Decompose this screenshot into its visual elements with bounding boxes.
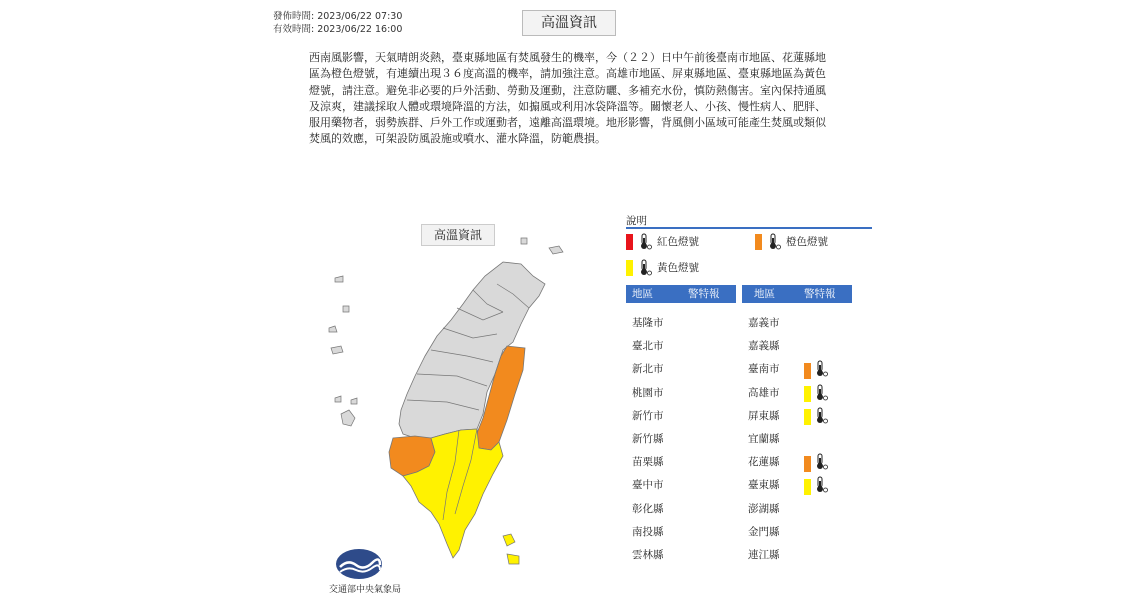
orange-swatch <box>804 456 811 472</box>
thermometer-icon <box>767 233 781 250</box>
warning-indicator <box>804 384 828 405</box>
thermometer-icon <box>814 384 828 405</box>
map-island-penghu <box>341 410 355 426</box>
region-name: 嘉義市 <box>748 317 780 329</box>
yellow-swatch <box>804 409 811 425</box>
orange-swatch <box>755 234 762 250</box>
yellow-swatch <box>804 479 811 495</box>
taiwan-map <box>307 224 572 596</box>
table-header-right <box>742 285 852 303</box>
region-name: 花蓮縣 <box>748 456 780 469</box>
legend-yellow <box>626 259 699 276</box>
legend-divider <box>626 227 872 229</box>
valid-time: 有效時間: 2023/06/22 16:00 <box>273 24 403 35</box>
map-island-green <box>503 534 515 546</box>
warning-indicator <box>804 407 828 428</box>
thermometer-icon <box>638 259 652 276</box>
page-title: 高溫資訊 <box>522 10 616 36</box>
map-title: 高溫資訊 <box>421 224 495 246</box>
region-name: 屏東縣 <box>748 409 780 422</box>
agency-logo-icon <box>336 549 382 579</box>
thermometer-icon <box>814 360 828 381</box>
region-name: 新竹市 <box>632 409 664 422</box>
table-header-left <box>626 285 736 303</box>
map-card <box>307 224 572 596</box>
region-name: 連江縣 <box>748 549 780 561</box>
issue-info <box>273 10 402 36</box>
agency-name: 交通部中央氣象局 <box>329 585 402 595</box>
orange-swatch <box>804 363 811 379</box>
thermometer-icon <box>814 407 828 428</box>
region-name: 臺中市 <box>632 479 664 492</box>
legend-heading: 說明 <box>626 215 647 227</box>
region-name: 新竹縣 <box>632 433 664 445</box>
thermometer-icon <box>814 476 828 497</box>
col-region: 地區 <box>632 288 653 300</box>
thermometer-icon <box>638 233 652 250</box>
legend-yellow-label: 黃色燈號 <box>657 262 699 274</box>
warning-description: 西南風影響，天氣晴朗炎熱，臺東縣地區有焚風發生的機率，今（２２）日中午前後臺南市地區、花蓮縣地區為橙色燈號，有連續出現３６度高溫的機率，請加強注意。高雄市地區、屏東縣地區、臺東縣地區為黃色燈號，請注意。避免非必要的戶外活動、勞動及運動，注意防曬、多補充水份，慎防熱傷害。室內保持通風及涼爽，建議採取人體或環境降溫的方法，如搧風或利用冰袋降溫等。關懷老人、小孩、慢性病人、肥胖、服用藥物者，弱勢族群、戶外工作或運動者，遠離高溫環境。地形影響，背風側小區域可能產生焚風或類似焚風的效應，可架設防風設施或噴水、灌水降溫，防範農損。 <box>309 51 826 146</box>
issue-time: 發佈時間: 2023/06/22 07:30 <box>273 11 403 22</box>
map-island-lanyu <box>507 554 519 564</box>
col-warning: 警特報 <box>804 288 836 300</box>
agency-logo <box>329 549 402 595</box>
col-warning: 警特報 <box>688 288 720 300</box>
legend-orange <box>755 233 828 250</box>
region-name: 苗栗縣 <box>632 456 664 469</box>
warning-indicator <box>804 476 828 497</box>
col-region: 地區 <box>754 288 775 300</box>
region-name: 宜蘭縣 <box>748 433 780 445</box>
legend-orange-label: 橙色燈號 <box>786 236 828 248</box>
region-name: 基隆市 <box>632 317 664 329</box>
yellow-swatch <box>626 260 633 276</box>
warning-indicator <box>804 360 828 381</box>
region-name: 南投縣 <box>632 525 664 538</box>
yellow-swatch <box>804 386 811 402</box>
region-name: 澎湖縣 <box>748 502 780 515</box>
region-name: 雲林縣 <box>632 549 664 561</box>
legend-red <box>626 233 699 250</box>
region-name: 臺南市 <box>748 363 780 376</box>
thermometer-icon <box>814 453 828 474</box>
region-name: 新北市 <box>632 363 664 376</box>
region-name: 臺北市 <box>632 340 664 353</box>
warning-indicator <box>804 453 828 474</box>
region-name: 金門縣 <box>748 525 780 538</box>
region-name: 高雄市 <box>748 386 780 399</box>
red-swatch <box>626 234 633 250</box>
region-name: 彰化縣 <box>632 502 664 515</box>
region-name: 臺東縣 <box>748 479 780 492</box>
region-name: 桃園市 <box>632 386 664 399</box>
legend-red-label: 紅色燈號 <box>657 236 699 248</box>
region-name: 嘉義縣 <box>748 340 780 353</box>
map-island-kinmen <box>329 326 343 354</box>
